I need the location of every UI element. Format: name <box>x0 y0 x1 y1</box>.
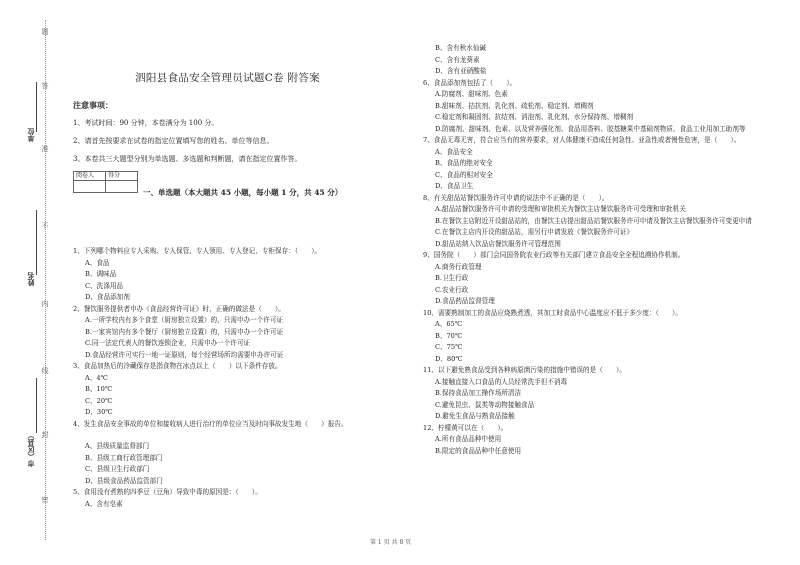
cut-line <box>45 20 46 540</box>
option: B.保持食品加工操作场所清洁 <box>435 389 522 397</box>
option: C.同一法定代表人的餐饮连锁企业，只需申办一个许可证 <box>85 339 251 347</box>
option: C.稳定剂和凝固剂、抗结剂、消泡剂、乳化剂、水分保持剂、增稠剂 <box>435 113 634 121</box>
left-question-column <box>73 246 408 510</box>
option: B.甜味剂、拮抗剂、乳化剂、疏松剂、稳定剂、增稠剂 <box>435 101 594 110</box>
city-label: 市（区县） <box>26 432 35 467</box>
question-1: 1、下列哪个物料应专人采购、专人保管、专人领用、专人登记、专柜保存：（ ）。 <box>73 247 322 255</box>
option: B、10℃ <box>85 385 113 393</box>
option: D.食品经营许可实行一地一证原则，每个经营场所均需要申办许可证 <box>85 350 284 359</box>
page-title: 泗阳县食品安全管理员试题C卷 附答案 <box>135 72 320 84</box>
question-12: 12、柠檬黄可以在（ ）。 <box>423 423 508 432</box>
city-fill-line <box>36 378 37 433</box>
option: D、食品卫生 <box>435 182 474 190</box>
name-label: 姓名 <box>26 272 35 286</box>
option: A、含有皂素 <box>85 499 123 508</box>
option: C.避免昆虫、鼠类等动物接触食品 <box>435 400 535 409</box>
option: D.甜品站纳入饮品店餐饮服务许可管理范围 <box>435 239 561 248</box>
option: B、含有秋水仙碱 <box>435 44 487 52</box>
notice-item: 1、考试时间：90 分钟，本卷满分为 100 分。 <box>73 119 219 127</box>
binding-margin <box>0 0 60 565</box>
option: B.在餐饮主店附近开设甜品站的，由餐饮主店提出甜品站餐饮服务许可申请及餐饮主店餐饮服务许可变更申请 <box>435 216 752 225</box>
option: A、65℃ <box>435 320 463 328</box>
question-6: 6、食品添加剂包括了（ ）。 <box>423 78 517 87</box>
option: B.限定的食品品种中任意使用 <box>435 446 522 455</box>
option: B、食品的绝对安全 <box>435 159 493 167</box>
notice-heading: 注意事项： <box>73 100 113 110</box>
question-11: 11、以下避免熟食品受到各种病原菌污染的措施中错误的是（ ）。 <box>423 366 626 374</box>
option: B、县级工商行政管理部门 <box>85 453 163 462</box>
option: B、70℃ <box>435 331 463 340</box>
question-4: 4、发生食品安全事故的单位和接收病人进行治疗的单位应当及时向事故发生地（ ）报告。 <box>73 419 348 428</box>
question-5: 5、食用没有煮熟的四季豆（豆角）导致中毒的原因是：（ ）。 <box>73 488 262 496</box>
cut-char: 不 <box>41 222 49 230</box>
notice-item: 2、请首先按要求在试卷的指定位置填写您的姓名、单位等信息。 <box>73 137 274 145</box>
cut-char: 内 <box>41 300 49 308</box>
grader-header: 阅卷人 <box>74 172 106 181</box>
option: A、食品 <box>85 258 110 267</box>
question-7: 7、食品无毒无害，符合应当有的营养要求，对人体健康不造成任何急性、亚急性或者慢性危害，是（ ）。 <box>423 136 741 144</box>
option: D.食品药品监督管理 <box>435 297 495 305</box>
option: A、县级质量监督部门 <box>85 442 150 450</box>
option: C、洗涤用品 <box>85 281 124 290</box>
option: D.防腐剂、甜味剂、色素、以及营养强化剂、食品用香料、胶基糖果中基础剂物质、食品工业用加工助剂等 <box>435 124 746 133</box>
section-title: 一、单选题（本大题共 45 小题，每小题 1 分，共 45 分） <box>143 188 343 197</box>
question-2: 2、餐饮服务提供者申办《食品经营许可证》时，正确的做法是（ ）。 <box>73 304 285 313</box>
option: A.商务行政管理 <box>435 262 482 271</box>
option: B.一家宾馆内有多个餐厅（厨房独立设置）的，只需申办一个许可证 <box>85 327 284 336</box>
unit-fill-line <box>36 82 37 132</box>
option: A、食品安全 <box>435 147 473 156</box>
option: D、80℃ <box>435 354 463 363</box>
option: B、调味品 <box>85 270 117 278</box>
option: D、含有亚硝酸盐 <box>435 67 487 75</box>
option: D、食品添加剂 <box>85 293 130 301</box>
option: A.甜品站餐饮服务许可申请的受理和审批机关为餐饮主店餐饮服务许可受理和审批机关 <box>435 205 686 213</box>
option: A.一所学校内有多个食堂（厨房独立设置）的，只需申办一个许可证 <box>85 316 284 324</box>
name-fill-line <box>36 210 37 275</box>
unit-label: 单位 <box>26 128 35 142</box>
option: C、县级卫生行政部门 <box>85 465 150 473</box>
cut-char: 封 <box>41 431 49 439</box>
cut-char: 密 <box>41 496 49 504</box>
notice-item: 3、本卷共三大题型分别为单选题、多选题和判断题，请在指定位置作答。 <box>73 155 302 163</box>
option: D、30℃ <box>85 408 113 416</box>
grader-cell[interactable] <box>74 181 106 193</box>
cut-char: 答 <box>41 82 49 90</box>
page-footer: 第 1 页 共 8 页 <box>370 539 412 546</box>
score-header: 得分 <box>106 172 138 181</box>
cut-char: 题 <box>41 28 49 36</box>
option: D、县级食品药品监管部门 <box>85 476 163 485</box>
right-question-column <box>423 43 763 457</box>
option: C、75℃ <box>435 343 463 351</box>
option: C、20℃ <box>85 396 113 405</box>
option: C、含有龙葵素 <box>435 55 480 64</box>
option: A、4℃ <box>85 373 108 382</box>
score-cell[interactable] <box>106 181 138 193</box>
question-10: 10、需要熟制加工的食品应烧熟煮透，其加工时食品中心温度应不低于多少度：（ ）。 <box>423 308 682 317</box>
option: C.农业行政 <box>435 285 469 294</box>
option: A.所有食品品种中使用 <box>435 435 502 443</box>
option: C.在餐饮主店内开设的甜品站，需另行申请发放《餐饮服务许可证》 <box>435 228 634 236</box>
score-table <box>73 171 138 193</box>
option: A.防腐剂、甜味剂、色素 <box>435 90 508 98</box>
question-3: 3、食品加热后的冷藏保存是指食物在冰点以上（ ）以下条件存放。 <box>73 362 282 370</box>
option: B.卫生行政 <box>435 274 469 282</box>
question-8: 8、有关甜品站餐饮服务许可申请的说法中不正确的是（ ）。 <box>423 193 609 202</box>
option: D.避免生食品与熟食品接触 <box>435 412 515 420</box>
cut-char: 线 <box>41 367 49 375</box>
option: A.接触直接入口食品的人员经常洗手但不消毒 <box>435 377 568 386</box>
option: C、食品的相对安全 <box>435 170 493 179</box>
cut-char: 准 <box>41 145 49 153</box>
question-9: 9、国务院（ ）部门会同国务院农业行政等有关部门建立食品安全全程追溯协作机制。 <box>423 251 685 259</box>
